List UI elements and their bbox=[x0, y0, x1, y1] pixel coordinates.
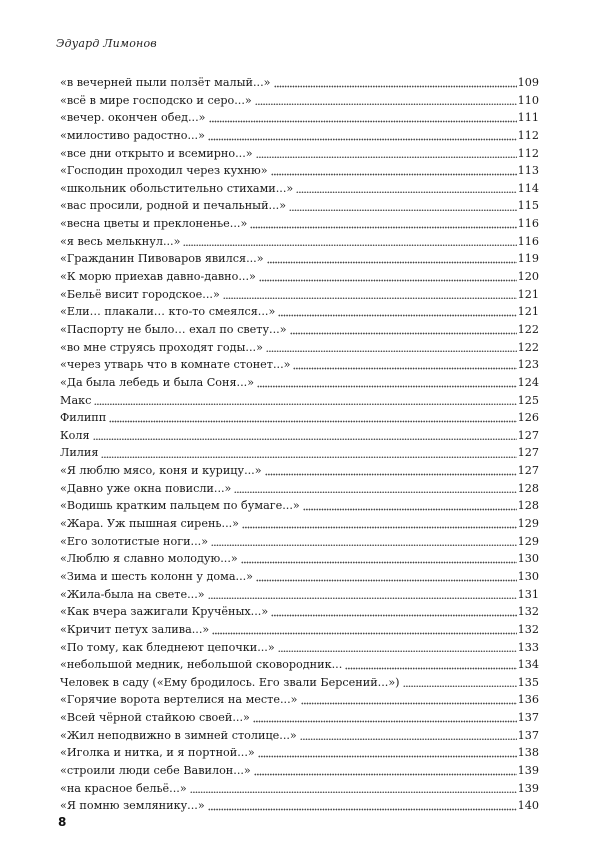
toc-entry bbox=[60, 268, 539, 286]
toc-entry-title: «Я люблю мясо, коня и курицу...» bbox=[60, 464, 262, 478]
toc-dot-leader bbox=[256, 573, 517, 582]
toc-entry-page: 139 bbox=[517, 763, 539, 777]
toc-entry-title: «Паспорту не было… ехал по свету...» bbox=[60, 322, 287, 336]
toc-dot-leader bbox=[296, 184, 516, 193]
toc-dot-leader bbox=[258, 749, 517, 758]
toc-dot-leader bbox=[234, 484, 516, 493]
toc-entry bbox=[60, 639, 539, 657]
toc-entry-title: «Жил неподвижно в зимней столице...» bbox=[60, 728, 297, 742]
toc-entry bbox=[60, 497, 539, 515]
toc-dot-leader bbox=[403, 678, 517, 687]
toc-entry bbox=[60, 621, 539, 639]
toc-entry bbox=[60, 762, 539, 780]
toc-entry bbox=[60, 691, 539, 709]
toc-entry-title: «Давно уже окна повисли...» bbox=[60, 481, 232, 495]
toc-entry-title: «небольшой медник, небольшой сковородник... bbox=[60, 658, 343, 672]
toc-dot-leader bbox=[271, 608, 516, 617]
toc-entry-page: 127 bbox=[517, 446, 539, 460]
toc-entry bbox=[60, 127, 539, 145]
toc-dot-leader bbox=[211, 537, 517, 546]
toc-entry-page: 139 bbox=[517, 781, 539, 795]
toc-entry-title: «Жила-была на свете...» bbox=[60, 587, 205, 601]
toc-entry-title: «Гражданин Пивоваров явился...» bbox=[60, 252, 264, 266]
toc-entry-title: «милостиво радостно...» bbox=[60, 128, 205, 142]
toc-entry bbox=[60, 321, 539, 339]
toc-entry-title: «К морю приехав давно-давно...» bbox=[60, 270, 256, 284]
toc-entry-title: «через утварь что в комнате стонет...» bbox=[60, 358, 291, 372]
toc-entry bbox=[60, 356, 539, 374]
toc-dot-leader bbox=[93, 431, 517, 440]
toc-entry-page: 133 bbox=[517, 640, 539, 654]
toc-dot-leader bbox=[94, 396, 516, 405]
toc-dot-leader bbox=[289, 202, 517, 211]
toc-entry bbox=[60, 233, 539, 251]
toc-entry-title: Филипп bbox=[60, 411, 107, 425]
toc-dot-leader bbox=[259, 273, 517, 282]
toc-entry bbox=[60, 586, 539, 604]
toc-entry-title: «Жара. Уж пышная сирень...» bbox=[60, 517, 240, 531]
toc-entry-page: 115 bbox=[517, 199, 539, 213]
running-head: Эдуард Лимонов bbox=[56, 37, 157, 50]
toc-entry bbox=[60, 374, 539, 392]
toc-entry bbox=[60, 515, 539, 533]
toc-entry-title: Человек в саду («Ему бродилось. Его звали Берсений...») bbox=[60, 675, 400, 689]
toc-dot-leader bbox=[253, 714, 517, 723]
toc-entry bbox=[60, 780, 539, 798]
toc-dot-leader bbox=[274, 79, 517, 88]
toc-entry-title: «Зима и шесть колонн у дома...» bbox=[60, 569, 254, 583]
toc-entry-page: 130 bbox=[517, 569, 539, 583]
toc-entry-page: 121 bbox=[517, 305, 539, 319]
toc-entry-page: 114 bbox=[517, 181, 539, 195]
toc-entry-page: 111 bbox=[517, 111, 539, 125]
toc-entry bbox=[60, 74, 539, 92]
toc-entry bbox=[60, 303, 539, 321]
toc-entry bbox=[60, 550, 539, 568]
toc-entry-page: 129 bbox=[517, 534, 539, 548]
toc-entry bbox=[60, 409, 539, 427]
toc-dot-leader bbox=[190, 784, 517, 793]
toc-entry bbox=[60, 250, 539, 268]
toc-dot-leader bbox=[255, 96, 517, 105]
toc-entry bbox=[60, 727, 539, 745]
toc-entry-title: «все дни открыто и всемирно...» bbox=[60, 146, 253, 160]
toc-entry-page: 119 bbox=[517, 252, 539, 266]
toc-entry bbox=[60, 180, 539, 198]
toc-entry-page: 121 bbox=[517, 287, 539, 301]
toc-entry-title: «школьник обольстительно стихами...» bbox=[60, 181, 294, 195]
toc-entry-title: «Как вчера зажигали Кручёных...» bbox=[60, 605, 269, 619]
toc-entry-page: 112 bbox=[517, 128, 539, 142]
toc-entry bbox=[60, 392, 539, 410]
toc-entry bbox=[60, 533, 539, 551]
toc-entry-page: 124 bbox=[517, 375, 539, 389]
toc-entry-title: «Да была лебедь и была Соня...» bbox=[60, 375, 255, 389]
toc-entry bbox=[60, 462, 539, 480]
table-of-contents bbox=[60, 74, 539, 815]
toc-entry-page: 127 bbox=[517, 428, 539, 442]
toc-entry bbox=[60, 480, 539, 498]
toc-entry-page: 125 bbox=[517, 393, 539, 407]
toc-entry bbox=[60, 744, 539, 762]
toc-entry-page: 122 bbox=[517, 340, 539, 354]
toc-dot-leader bbox=[208, 132, 517, 141]
toc-entry-title: «Я помню землянику...» bbox=[60, 799, 205, 813]
toc-entry bbox=[60, 215, 539, 233]
toc-dot-leader bbox=[209, 114, 517, 123]
toc-entry-title: «в вечерней пыли ползёт малый...» bbox=[60, 76, 271, 89]
toc-dot-leader bbox=[183, 237, 516, 246]
toc-entry bbox=[60, 656, 539, 674]
toc-entry bbox=[60, 109, 539, 127]
toc-entry-page: 127 bbox=[517, 464, 539, 478]
toc-entry-page: 122 bbox=[517, 322, 539, 336]
toc-entry-page: 113 bbox=[517, 164, 539, 178]
toc-entry-page: 120 bbox=[517, 270, 539, 284]
toc-entry-title: «весна цветы и преклоненье...» bbox=[60, 217, 248, 231]
toc-entry-title: «Водишь кратким пальцем по бумаге...» bbox=[60, 499, 300, 513]
toc-dot-leader bbox=[303, 502, 517, 511]
toc-dot-leader bbox=[208, 802, 517, 811]
toc-entry-page: 131 bbox=[517, 587, 539, 601]
toc-entry-page: 136 bbox=[517, 693, 539, 707]
toc-dot-leader bbox=[256, 149, 517, 158]
toc-entry-page: 129 bbox=[517, 517, 539, 531]
toc-dot-leader bbox=[293, 361, 516, 370]
toc-dot-leader bbox=[208, 590, 517, 599]
toc-entry-title: «Горячие ворота вертелися на месте...» bbox=[60, 693, 298, 707]
toc-entry-page: 116 bbox=[517, 217, 539, 231]
toc-entry-page: 132 bbox=[517, 605, 539, 619]
page-number: 8 bbox=[58, 815, 67, 829]
toc-entry-title: «вечер. окончен обед...» bbox=[60, 111, 206, 125]
toc-entry-page: 126 bbox=[517, 411, 539, 425]
toc-entry bbox=[60, 568, 539, 586]
toc-entry-page: 128 bbox=[517, 481, 539, 495]
toc-entry-title: Лилия bbox=[60, 446, 99, 460]
toc-entry-title: «По тому, как бледнеют цепочки...» bbox=[60, 640, 275, 654]
toc-dot-leader bbox=[223, 290, 517, 299]
toc-entry-title: Макс bbox=[60, 393, 92, 407]
toc-entry-page: 135 bbox=[517, 675, 539, 689]
toc-entry-page: 137 bbox=[517, 728, 539, 742]
toc-dot-leader bbox=[266, 343, 517, 352]
toc-entry-page: 123 bbox=[517, 358, 539, 372]
toc-entry-title: «я весь мелькнул...» bbox=[60, 234, 181, 248]
toc-entry-page: 112 bbox=[517, 146, 539, 160]
toc-entry-title: «во мне струясь проходят годы...» bbox=[60, 340, 263, 354]
toc-entry-title: «Люблю я славно молодую...» bbox=[60, 552, 238, 566]
toc-entry bbox=[60, 145, 539, 163]
toc-dot-leader bbox=[301, 696, 517, 705]
toc-entry bbox=[60, 162, 539, 180]
toc-entry-title: «Иголка и нитка, и я портной...» bbox=[60, 746, 255, 760]
toc-dot-leader bbox=[257, 379, 517, 388]
toc-dot-leader bbox=[267, 255, 517, 264]
toc-entry-title: «Ели… плакали… кто-то смеялся...» bbox=[60, 305, 276, 319]
toc-entry-page: 140 bbox=[517, 799, 539, 813]
toc-entry-title: «Его золотистые ноги...» bbox=[60, 534, 209, 548]
toc-entry bbox=[60, 603, 539, 621]
toc-entry bbox=[60, 92, 539, 110]
toc-entry bbox=[60, 427, 539, 445]
toc-dot-leader bbox=[265, 467, 517, 476]
toc-dot-leader bbox=[212, 626, 516, 635]
toc-entry bbox=[60, 444, 539, 462]
toc-entry-title: Коля bbox=[60, 428, 90, 442]
toc-entry bbox=[60, 197, 539, 215]
toc-entry bbox=[60, 339, 539, 357]
toc-entry-title: «вас просили, родной и печальный...» bbox=[60, 199, 287, 213]
toc-entry-title: «Всей чёрной стайкою своей...» bbox=[60, 711, 250, 725]
toc-entry-page: 134 bbox=[517, 658, 539, 672]
toc-dot-leader bbox=[278, 643, 517, 652]
toc-dot-leader bbox=[109, 414, 516, 423]
toc-entry bbox=[60, 709, 539, 727]
toc-entry bbox=[60, 797, 539, 815]
toc-entry-title: «Господин проходил через кухню» bbox=[60, 164, 268, 178]
toc-entry-page: 130 bbox=[517, 552, 539, 566]
toc-dot-leader bbox=[290, 326, 517, 335]
toc-entry-page: 116 bbox=[517, 234, 539, 248]
toc-dot-leader bbox=[271, 167, 517, 176]
toc-dot-leader bbox=[278, 308, 516, 317]
toc-entry-page: 128 bbox=[517, 499, 539, 513]
toc-dot-leader bbox=[242, 520, 517, 529]
toc-entry-page: 110 bbox=[517, 93, 539, 107]
toc-entry-title: «на красное бельё...» bbox=[60, 781, 187, 795]
toc-entry-title: «Кричит петух залива...» bbox=[60, 622, 210, 636]
toc-entry-title: «Бельё висит городское...» bbox=[60, 287, 220, 301]
toc-dot-leader bbox=[254, 767, 517, 776]
toc-dot-leader bbox=[250, 220, 516, 229]
toc-entry-page: 137 bbox=[517, 711, 539, 725]
toc-dot-leader bbox=[345, 661, 516, 670]
toc-entry-page: 138 bbox=[517, 746, 539, 760]
toc-entry-page: 132 bbox=[517, 622, 539, 636]
toc-entry bbox=[60, 674, 539, 692]
toc-entry bbox=[60, 286, 539, 304]
toc-entry-title: «всё в мире господско и серо...» bbox=[60, 93, 252, 107]
toc-dot-leader bbox=[241, 555, 517, 564]
toc-dot-leader bbox=[101, 449, 516, 458]
toc-entry-page: 109 bbox=[517, 76, 539, 89]
toc-entry-title: «строили люди себе Вавилон...» bbox=[60, 763, 251, 777]
toc-dot-leader bbox=[300, 731, 517, 740]
